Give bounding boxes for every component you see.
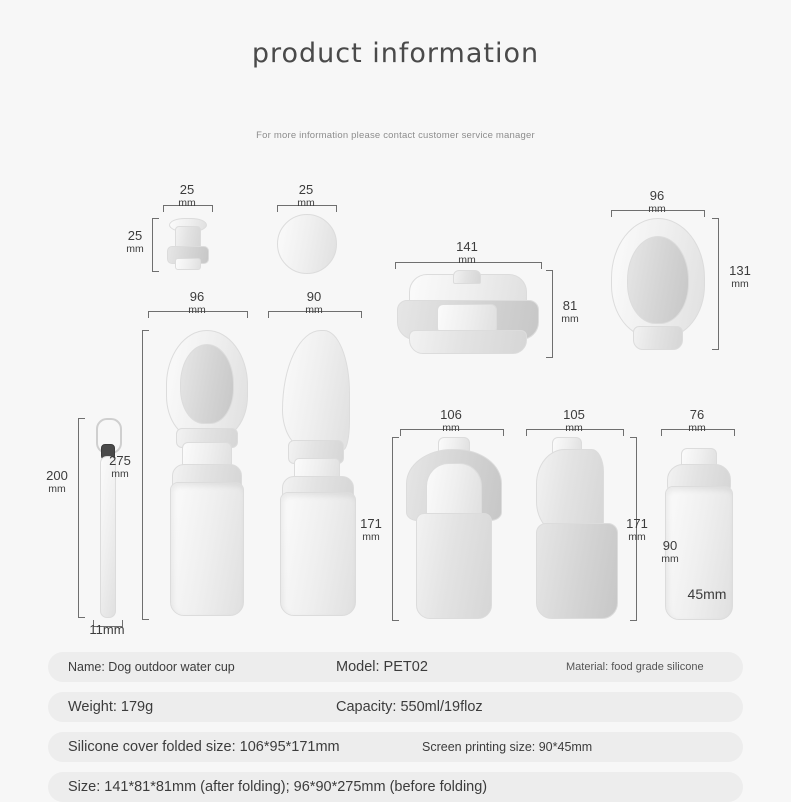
spec-row-3 — [48, 732, 743, 762]
spec-capacity: Capacity: 550ml/19floz — [336, 699, 483, 715]
folded-height-label: 81 mm — [561, 298, 579, 325]
folded-height-bracket — [546, 270, 553, 358]
scoop-height-label: 131 mm — [729, 263, 751, 290]
cover-height-left-bracket — [392, 437, 399, 621]
spec-name: Name: Dog outdoor water cup — [68, 660, 235, 674]
lid-disc-figure — [277, 214, 337, 274]
folded-width-label: 141 mm — [456, 239, 478, 266]
folded-nozzle — [453, 270, 481, 284]
page-title: product information — [251, 38, 540, 69]
bottle-open-width-label: 96 mm — [188, 289, 206, 316]
spout-funnel — [282, 330, 350, 450]
strap-height-label: 200 mm — [46, 468, 68, 495]
scoop-base — [633, 326, 683, 350]
spec-model: Model: PET02 — [336, 659, 428, 675]
valve-cap-foot — [175, 258, 201, 270]
scoop-width-label: 96 mm — [648, 188, 666, 215]
silicone-scoop-figure — [611, 218, 707, 358]
spec-print-size: Screen printing size: 90*45mm — [422, 740, 593, 754]
spec-material: Material: food grade silicone — [566, 661, 704, 673]
cover-open-figure — [400, 437, 506, 619]
lid-disc — [277, 214, 337, 274]
spec-weight: Weight: 179g — [68, 699, 154, 715]
cap-height-label: 25 mm — [126, 228, 144, 255]
strap-band — [100, 456, 116, 618]
cover-folded-width-label: 105 mm — [563, 407, 585, 434]
open-bottle-body — [170, 482, 244, 616]
spec-row-1 — [48, 652, 743, 682]
spec-row-2 — [48, 692, 743, 722]
scoop-inner-cavity — [627, 236, 689, 324]
spout-bottle-body — [280, 492, 356, 616]
bottle-spout-width-label: 90 mm — [305, 289, 323, 316]
strap-height-bracket — [78, 418, 85, 618]
cover-open-body — [416, 513, 492, 619]
bottle-only-depth-label: 90 mm — [661, 538, 679, 565]
scoop-height-bracket — [712, 218, 719, 350]
print-width-label: 45mm — [687, 586, 727, 602]
bottle-full-height-bracket — [142, 330, 149, 620]
open-scoop-cavity — [180, 344, 234, 424]
lid-width-label: 25 mm — [297, 182, 315, 209]
cover-open-width-label: 106 mm — [440, 407, 462, 434]
page-subtitle: For more information please contact customer service manager — [256, 130, 535, 141]
bottle-only-width-label: 76 mm — [688, 407, 706, 434]
cover-folded-figure — [526, 437, 628, 619]
cover-height-right-label: 171 mm — [626, 516, 648, 543]
cap-height-bracket — [152, 218, 159, 272]
wrist-strap-figure — [93, 418, 123, 618]
bottle-open-figure — [158, 330, 258, 620]
bottle-full-height-label: 275 mm — [109, 453, 131, 480]
folded-base — [409, 330, 527, 354]
cover-height-left-label: 171 mm — [360, 516, 382, 543]
spec-size: Size: 141*81*81mm (after folding); 96*90*275mm (before folding) — [68, 779, 488, 795]
spec-row-4 — [48, 772, 743, 802]
folded-assembly-figure — [395, 270, 540, 356]
cap-width-label: 25 mm — [178, 182, 196, 209]
cover-folded-body — [536, 523, 618, 619]
spec-folded-size: Silicone cover folded size: 106*95*171mm — [68, 739, 340, 755]
strap-width-label: 11mm — [89, 622, 125, 637]
bottle-spout-figure — [272, 330, 368, 620]
valve-cap-figure — [163, 218, 211, 270]
